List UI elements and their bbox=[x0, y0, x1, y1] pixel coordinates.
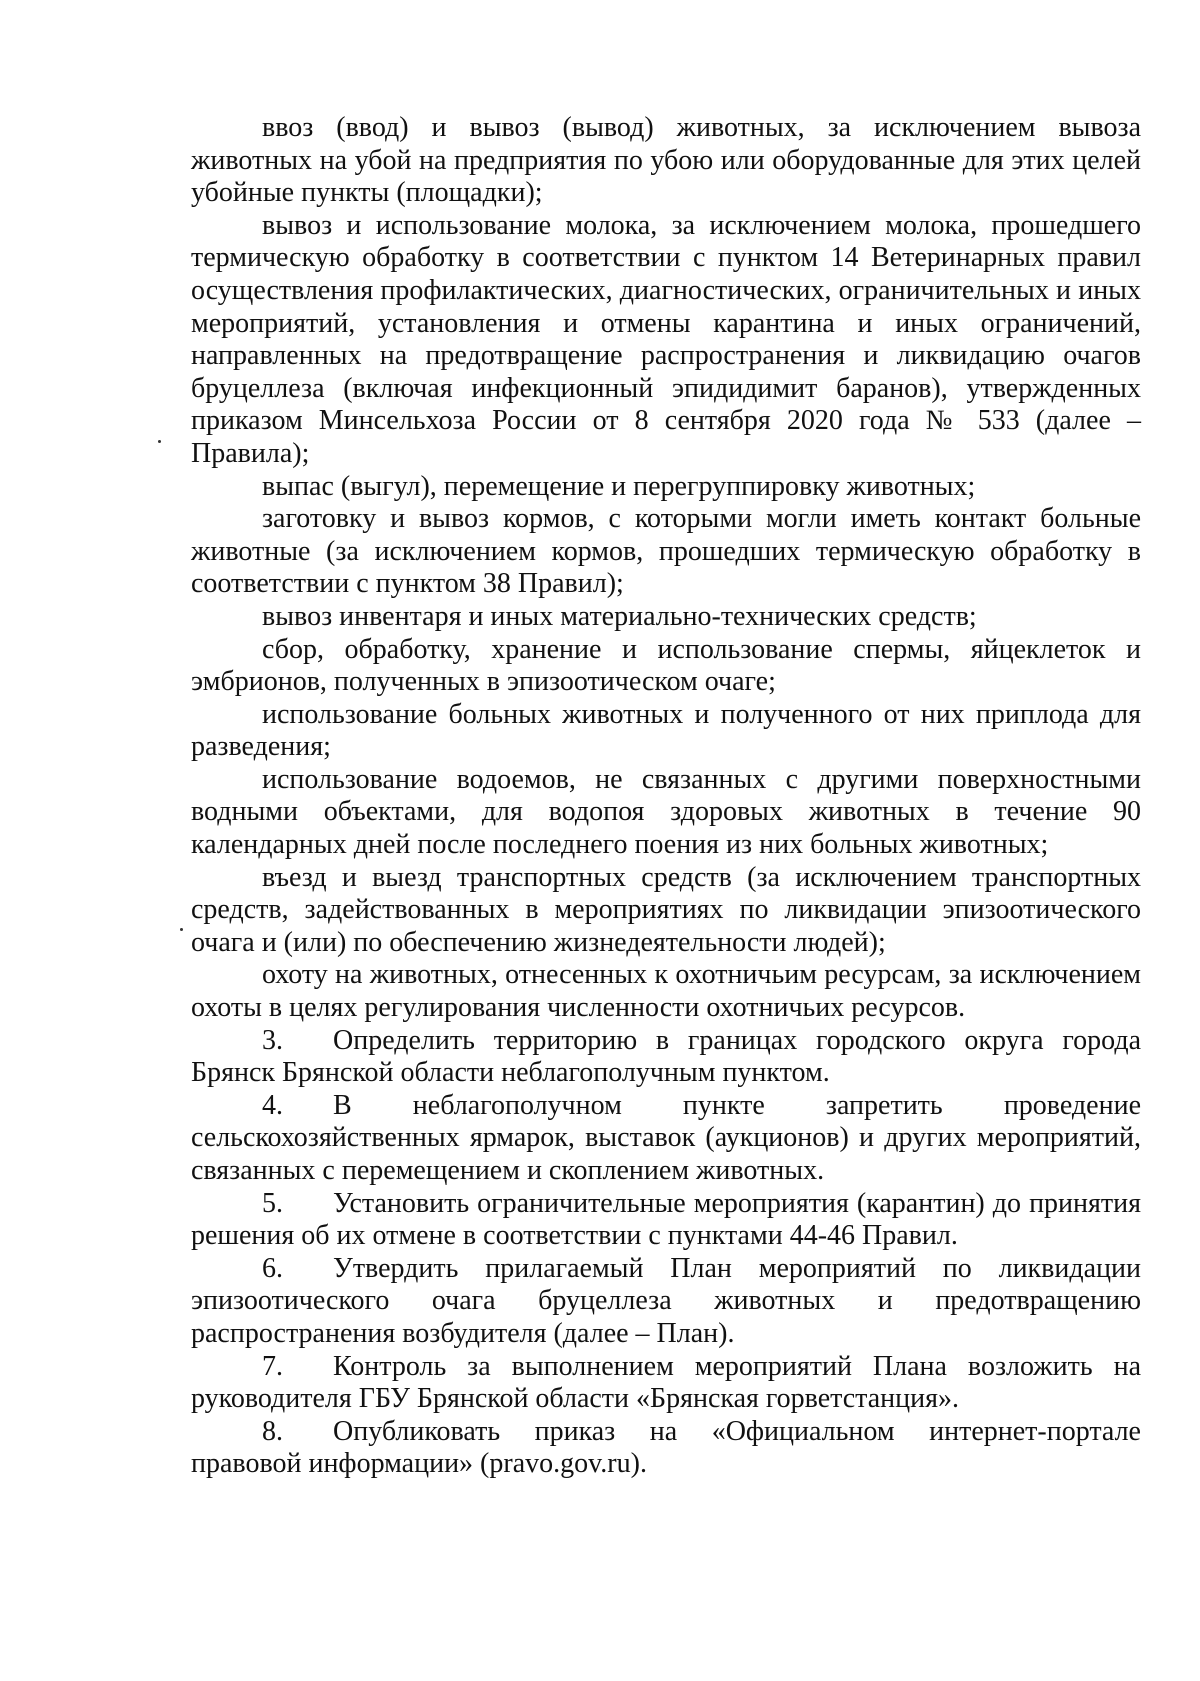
paragraph: сбор, обработку, хранение и использование спермы, яйцеклеток и эмбрионов, полученных в эпизоотическом очаге; bbox=[191, 633, 1141, 698]
item-text: В неблагополучном пункте запретить проведение сельскохозяйственных ярмарок, выставок (аукционов) и других мероприятий, связанных с перемещением и скоплением животных. bbox=[191, 1089, 1141, 1186]
item-text: Утвердить прилагаемый План мероприятий по ликвидации эпизоотического очага бруцеллеза животных и предотвращению распространения возбудителя (далее – План). bbox=[191, 1252, 1141, 1349]
item-number: 6. bbox=[262, 1252, 283, 1284]
paragraph: охоту на животных, отнесенных к охотничьим ресурсам, за исключением охоты в целях регулирования численности охотничьих ресурсов. bbox=[191, 959, 1141, 1024]
item-number: 7. bbox=[262, 1350, 283, 1382]
numbered-item bbox=[191, 1351, 1141, 1416]
paragraph: вывоз и использование молока, за исключением молока, прошедшего термическую обработку в соответствии с пунктом 14 Ветеринарных правил осуществления профилактических, диагностических, ограничительных и иных мероприятий, установления и отмены карантина и иных ограничений, направленных на предотвращение распространения и ликвидацию очагов бруцеллеза (включая инфекционный эпидидимит баранов), утвержденных приказом Минсельхоза России от 8 сентября 2020 года № 533 (далее – Правила); bbox=[191, 209, 1141, 469]
numbered-item bbox=[191, 1090, 1141, 1188]
item-text: Установить ограничительные мероприятия (карантин) до принятия решения об их отмене в соответствии с пунктами 44-46 Правил. bbox=[191, 1187, 1141, 1252]
item-number: 3. bbox=[262, 1024, 283, 1056]
item-number: 5. bbox=[262, 1187, 283, 1219]
scan-speck bbox=[180, 928, 183, 931]
item-number: 8. bbox=[262, 1415, 283, 1447]
paragraph: использование водоемов, не связанных с другими поверхностными водными объектами, для водопоя здоровых животных в течение 90 календарных дней после последнего поения из них больных животных; bbox=[191, 763, 1141, 861]
numbered-item bbox=[191, 1416, 1141, 1481]
paragraph: использование больных животных и полученного от них приплода для разведения; bbox=[191, 698, 1141, 763]
paragraph: заготовку и вывоз кормов, с которыми могли иметь контакт больные животные (за исключением кормов, прошедших термическую обработку в соответствии с пунктом 38 Правил); bbox=[191, 503, 1141, 600]
item-text: Контроль за выполнением мероприятий Плана возложить на руководителя ГБУ Брянской области «Брянская горветстанция». bbox=[191, 1350, 1141, 1415]
item-number: 4. bbox=[262, 1089, 283, 1121]
scan-speck bbox=[158, 440, 161, 443]
numbered-item bbox=[191, 1025, 1141, 1090]
paragraph: выпас (выгул), перемещение и перегруппировку животных; bbox=[262, 470, 976, 502]
numbered-item bbox=[191, 1188, 1141, 1253]
paragraph: ввоз (ввод) и вывоз (вывод) животных, за исключением вывоза животных на убой на предприятия по убою или оборудованные для этих целей убойные пункты (площадки); bbox=[191, 112, 1141, 209]
numbered-item bbox=[191, 1253, 1141, 1351]
document-body bbox=[191, 112, 1141, 1481]
paragraph: въезд и выезд транспортных средств (за исключением транспортных средств, задействованных в мероприятиях по ликвидации эпизоотического очага и (или) по обеспечению жизнедеятельности людей); bbox=[191, 861, 1141, 958]
item-text: Определить территорию в границах городского округа города Брянск Брянской области неблагополучным пунктом. bbox=[191, 1024, 1141, 1089]
item-text: Опубликовать приказ на «Официальном интернет-портале правовой информации» (pravo.gov.ru). bbox=[191, 1415, 1141, 1480]
paragraph: вывоз инвентаря и иных материально-технических средств; bbox=[262, 600, 977, 632]
